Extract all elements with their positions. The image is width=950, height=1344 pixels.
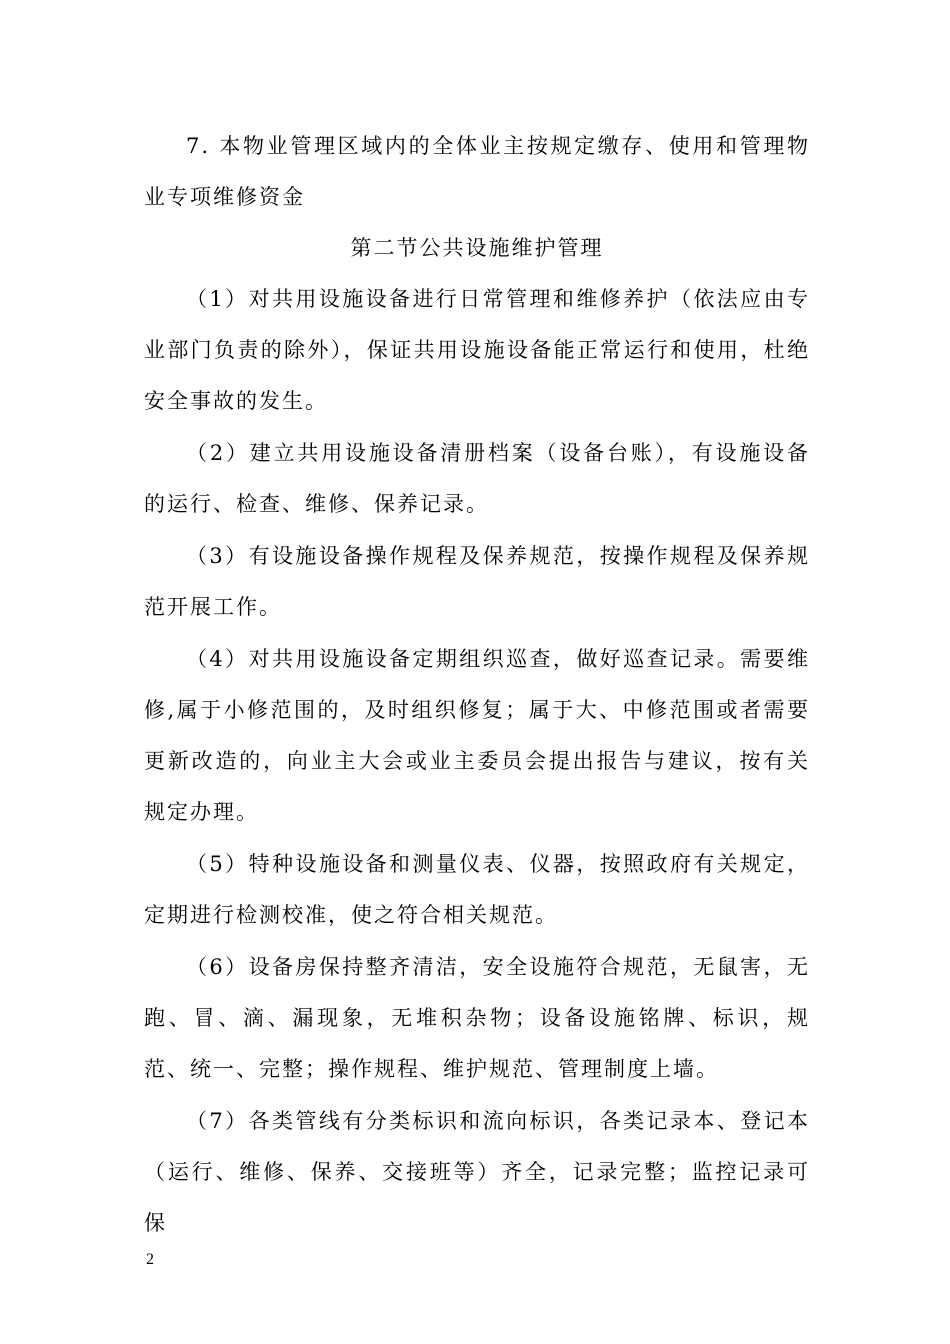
document-body bbox=[144, 121, 810, 1249]
paragraph-item-1: （1）对共用设施设备进行日常管理和维修养护（依法应由专业部门负责的除外），保证共用设施设备能正常运行和使用，杜绝安全事故的发生。 bbox=[144, 287, 810, 413]
paragraph-item-4: （4）对共用设施设备定期组织巡查，做好巡查记录。需要维修,属于小修范围的，及时组织修复；属于大、中修范围或者需要更新改造的，向业主大会或业主委员会提出报告与建议，按有关规定办理。 bbox=[144, 647, 810, 824]
section-heading: 第二节公共设施维护管理 bbox=[350, 236, 604, 260]
paragraph-item-6: （6）设备房保持整齐清洁，安全设施符合规范，无鼠害，无跑、冒、滴、漏现象，无堆积杂物；设备设施铭牌、标识，规范、统一、完整；操作规程、维护规范、管理制度上墙。 bbox=[144, 955, 810, 1081]
paragraph-item-2: （2）建立共用设施设备清册档案（设备台账），有设施设备的运行、检查、维修、保养记录。 bbox=[144, 441, 810, 516]
page-number: 2 bbox=[146, 1251, 154, 1268]
paragraph-maintenance-fund: 7. 本物业管理区域内的全体业主按规定缴存、使用和管理物业专项维修资金 bbox=[144, 134, 810, 209]
paragraph-item-7: （7）各类管线有分类标识和流向标识，各类记录本、登记本（运行、维修、保养、交接班等）齐全，记录完整；监控记录可保 bbox=[144, 1109, 810, 1235]
paragraph-item-5: （5）特种设施设备和测量仪表、仪器，按照政府有关规定，定期进行检测校准，使之符合相关规范。 bbox=[144, 852, 810, 927]
paragraph-item-3: （3）有设施设备操作规程及保养规范，按操作规程及保养规范开展工作。 bbox=[144, 544, 810, 619]
